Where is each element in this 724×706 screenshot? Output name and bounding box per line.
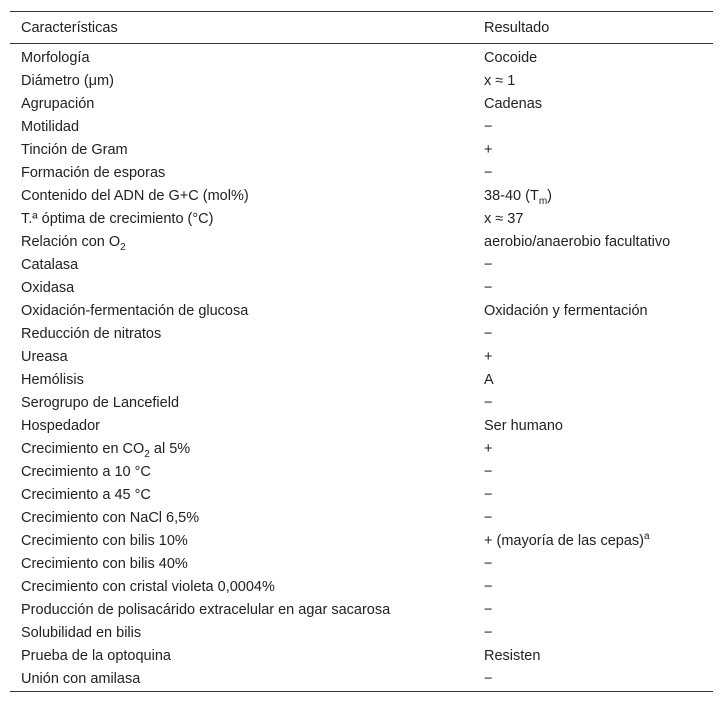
subscript: m — [538, 195, 548, 207]
table-row — [10, 552, 713, 575]
characteristic-cell: Crecimiento en $CO_2$ al 5% — [21, 440, 191, 460]
characteristic-cell: Crecimiento con bilis 40% — [21, 555, 188, 572]
table-row — [10, 368, 713, 391]
result-cell: − — [484, 256, 493, 273]
characteristic-cell: Crecimiento a 10 °C — [21, 463, 151, 480]
result-cell: − — [484, 118, 493, 135]
table-row — [10, 207, 713, 230]
table-row — [10, 92, 713, 115]
characteristic-cell: Motilidad — [21, 118, 80, 135]
result-cell: − — [484, 279, 493, 296]
table-header — [10, 12, 713, 44]
table-row — [10, 621, 713, 644]
result-cell: − — [484, 624, 493, 641]
table-row — [10, 575, 713, 598]
table-row — [10, 230, 713, 253]
result-cell: Resisten — [484, 647, 541, 664]
table-row — [10, 667, 713, 692]
characteristics-table-container — [10, 11, 713, 692]
result-cell: Cocoide — [484, 49, 538, 66]
result-cell: − — [484, 555, 493, 572]
table-row — [10, 437, 713, 460]
characteristic-cell: Crecimiento con bilis 10% — [21, 532, 188, 549]
characteristic-cell: Hospedador — [21, 417, 100, 434]
subscript: 2 — [120, 241, 126, 253]
result-cell: A — [484, 371, 494, 388]
characteristic-cell: Agrupación — [21, 95, 95, 112]
table-row — [10, 69, 713, 92]
characteristic-cell: Unión con amilasa — [10, 667, 473, 692]
characteristic-cell: Crecimiento con NaCl 6,5% — [21, 509, 200, 526]
table-row — [10, 138, 713, 161]
result-cell: − — [484, 486, 493, 503]
result-cell: − — [484, 164, 493, 181]
characteristic-cell: Reducción de nitratos — [21, 325, 162, 342]
table-row — [10, 322, 713, 345]
table-body — [10, 44, 713, 692]
table-row — [10, 253, 713, 276]
characteristic-cell: Producción de polisacárido extracelular en agar sacarosa — [21, 601, 391, 618]
table-row — [10, 506, 713, 529]
characteristic-cell: Prueba de la optoquina — [21, 647, 171, 664]
result-cell: 38-40 $(T_m)$ — [484, 187, 552, 207]
footnote-marker: a — [643, 530, 650, 542]
table-row — [10, 115, 713, 138]
characteristic-cell: T.ª óptima de crecimiento (°C) — [21, 210, 214, 227]
characteristic-cell: Crecimiento a 45 °C — [21, 486, 151, 503]
table-row — [10, 598, 713, 621]
result-cell: − — [484, 325, 493, 342]
characteristic-cell: Crecimiento con cristal violeta 0,0004% — [21, 578, 275, 595]
characteristic-cell: Serogrupo de Lancefield — [21, 394, 180, 411]
table-row — [10, 529, 713, 552]
table-row — [10, 276, 713, 299]
characteristic-cell: Formación de esporas — [21, 164, 166, 181]
result-cell: + — [484, 440, 493, 457]
result-cell: Oxidación y fermentación — [484, 302, 648, 319]
characteristic-cell: Tinción de Gram — [21, 141, 128, 158]
characteristic-cell: Relación con $O_2$ — [21, 233, 126, 253]
table-row — [10, 161, 713, 184]
characteristic-cell: Solubilidad en bilis — [21, 624, 142, 641]
result-cell: − — [484, 601, 493, 618]
result-cell: x ≈ 1 — [484, 72, 516, 89]
characteristic-cell: Ureasa — [21, 348, 68, 365]
table-row — [10, 391, 713, 414]
result-cell: − — [484, 463, 493, 480]
result-cell: − — [473, 667, 713, 692]
result-cell: + — [484, 348, 493, 365]
header-row — [10, 12, 713, 44]
table-row — [10, 644, 713, 667]
result-cell: aerobio/anaerobio facultativo — [484, 233, 671, 250]
header-characteristics: Características — [10, 12, 473, 44]
table-row — [10, 299, 713, 322]
result-cell: − — [484, 394, 493, 411]
characteristic-cell: Catalasa — [21, 256, 79, 273]
subscript: 2 — [144, 448, 150, 460]
result-cell: − — [484, 509, 493, 526]
result-cell: Cadenas — [484, 95, 543, 112]
characteristic-cell: Oxidación-fermentación de glucosa — [21, 302, 249, 319]
characteristics-table — [10, 11, 713, 692]
result-cell: + — [484, 141, 493, 158]
result-cell: Ser humano — [484, 417, 563, 434]
table-row — [10, 44, 713, 70]
table-row — [10, 184, 713, 207]
result-cell: − — [484, 578, 493, 595]
characteristic-cell: Diámetro (μm) — [21, 72, 114, 89]
result-cell: + (mayoría de las cepas)$^a$ — [484, 530, 650, 549]
characteristic-cell: Hemólisis — [21, 371, 84, 388]
table-row — [10, 460, 713, 483]
characteristic-cell: Contenido del ADN de G+C (mol%) — [21, 187, 249, 204]
characteristic-cell: Morfología — [21, 49, 90, 66]
characteristic-cell: Oxidasa — [21, 279, 75, 296]
table-row — [10, 414, 713, 437]
table-row — [10, 483, 713, 506]
result-cell: x ≈ 37 — [484, 210, 524, 227]
header-result: Resultado — [473, 12, 713, 44]
table-row — [10, 345, 713, 368]
